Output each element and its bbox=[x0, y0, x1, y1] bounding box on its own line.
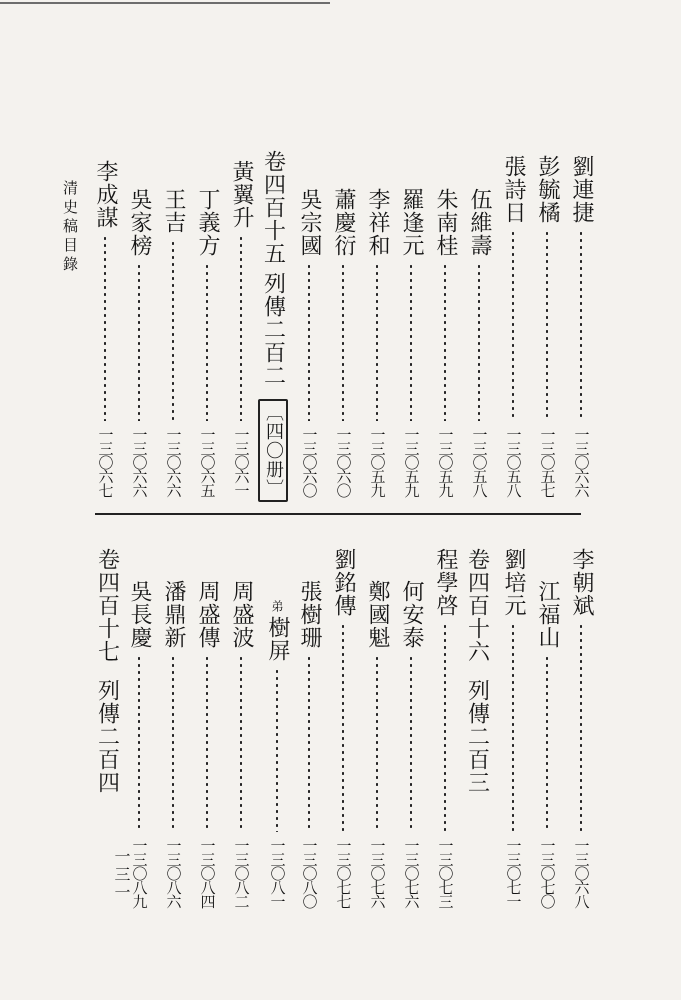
toc-entry bbox=[296, 580, 322, 908]
toc-entry bbox=[534, 155, 560, 497]
section-divider bbox=[95, 513, 581, 515]
toc-entry bbox=[194, 188, 220, 497]
entry-name: 彭毓橘 bbox=[535, 155, 560, 224]
toc-entry bbox=[296, 188, 322, 497]
entry-name: 吳宗國 bbox=[297, 188, 322, 257]
entry-page: 一三〇六六 bbox=[164, 427, 183, 497]
leader-dots bbox=[308, 263, 310, 421]
scan-edge-line bbox=[0, 2, 330, 4]
leader-dots bbox=[308, 655, 310, 832]
leader-dots bbox=[172, 655, 174, 832]
entry-name: 王吉 bbox=[161, 188, 186, 234]
entry-page: 一三〇六六 bbox=[130, 427, 149, 497]
toc-entry bbox=[500, 155, 526, 497]
toc-entry bbox=[194, 580, 220, 908]
entry-name: 黃翼升 bbox=[229, 160, 254, 229]
entry-name: 江福山 bbox=[535, 580, 560, 649]
entry-page: 一三〇五八 bbox=[504, 427, 523, 497]
entry-name: 朱南桂 bbox=[433, 188, 458, 257]
entry-name: 李朝斌 bbox=[569, 548, 594, 617]
toc-entry bbox=[160, 188, 186, 497]
entry-page: 一三〇七一 bbox=[504, 838, 523, 908]
entry-page: 一三〇八九 bbox=[130, 838, 149, 908]
toc-entry bbox=[330, 548, 356, 908]
juan-number: 卷四百十五 bbox=[260, 150, 286, 265]
leader-dots bbox=[580, 230, 582, 421]
entry-name: 周盛傳 bbox=[195, 580, 220, 649]
toc-entry bbox=[568, 155, 594, 497]
entry-page: 一三〇七〇 bbox=[538, 838, 557, 908]
leader-dots bbox=[580, 623, 582, 832]
entry-page: 一三〇五九 bbox=[402, 427, 421, 497]
toc-entry bbox=[568, 548, 594, 908]
zhuan-number: 列傳二百三 bbox=[464, 679, 490, 794]
toc-entry bbox=[466, 188, 492, 497]
entry-name: 羅逢元 bbox=[399, 188, 424, 257]
entry-name: 吳長慶 bbox=[127, 580, 152, 649]
entry-name: 潘鼎新 bbox=[161, 580, 186, 649]
toc-entry bbox=[228, 160, 254, 497]
toc-entry bbox=[330, 188, 356, 497]
toc-entry bbox=[432, 548, 458, 908]
entry-page: 一三〇七三 bbox=[436, 838, 455, 908]
entry-page: 一三〇五九 bbox=[436, 427, 455, 497]
leader-dots bbox=[410, 655, 412, 832]
leader-dots bbox=[206, 263, 208, 421]
leader-dots bbox=[478, 263, 480, 421]
entry-page: 一三〇六六 bbox=[572, 427, 591, 497]
leader-dots bbox=[444, 263, 446, 421]
toc-entry bbox=[126, 188, 152, 497]
entry-page: 一三〇六〇 bbox=[300, 427, 319, 497]
volume-note: 〔四〇册〕 bbox=[258, 399, 288, 502]
leader-dots bbox=[512, 230, 514, 421]
entry-page: 一三〇七六 bbox=[402, 838, 421, 908]
page-folio: 一三一 bbox=[112, 848, 131, 902]
entry-name: 何安泰 bbox=[399, 580, 424, 649]
entry-name: 吳家榜 bbox=[127, 188, 152, 257]
entry-page: 一三〇五八 bbox=[470, 427, 489, 497]
entry-page: 一三〇八〇 bbox=[300, 838, 319, 908]
entry-page: 一三〇八四 bbox=[198, 838, 217, 908]
entry-page: 一三〇七七 bbox=[334, 838, 353, 908]
toc-entry bbox=[432, 188, 458, 497]
toc-entry bbox=[364, 580, 390, 908]
entry-page: 一三〇八二 bbox=[232, 838, 251, 908]
entry-name: 樹屏 bbox=[265, 616, 290, 662]
entry-page: 一三〇五九 bbox=[368, 427, 387, 497]
entry-page: 一三〇八六 bbox=[164, 838, 183, 908]
entry-name: 程學啓 bbox=[433, 548, 458, 617]
entry-name: 丁義方 bbox=[195, 188, 220, 257]
entry-page: 一三〇六七 bbox=[96, 427, 115, 497]
juan-number: 卷四百十六 bbox=[464, 548, 490, 663]
chapter-heading bbox=[258, 150, 288, 502]
running-title: 清史稿目錄 bbox=[61, 180, 79, 275]
toc-entry bbox=[92, 160, 118, 497]
leader-dots bbox=[512, 623, 514, 832]
toc-entry bbox=[398, 188, 424, 497]
chapter-heading bbox=[462, 548, 492, 794]
relation-note: 弟 bbox=[270, 600, 284, 612]
toc-entry bbox=[160, 580, 186, 908]
leader-dots bbox=[444, 623, 446, 832]
entry-name: 鄭國魁 bbox=[365, 580, 390, 649]
entry-name: 蕭慶衍 bbox=[331, 188, 356, 257]
leader-dots bbox=[376, 655, 378, 832]
leader-dots bbox=[172, 240, 174, 421]
leader-dots bbox=[546, 655, 548, 832]
entry-page: 一三〇六八 bbox=[572, 838, 591, 908]
entry-page: 一三〇六五 bbox=[198, 427, 217, 497]
leader-dots bbox=[342, 263, 344, 421]
entry-name: 劉連捷 bbox=[569, 155, 594, 224]
leader-dots bbox=[240, 235, 242, 421]
entry-name: 李成謀 bbox=[93, 160, 118, 229]
entry-page: 一三〇五七 bbox=[538, 427, 557, 497]
entry-page: 一三〇七六 bbox=[368, 838, 387, 908]
leader-dots bbox=[342, 623, 344, 832]
entry-name: 伍維壽 bbox=[467, 188, 492, 257]
entry-name: 劉培元 bbox=[501, 548, 526, 617]
leader-dots bbox=[240, 655, 242, 832]
entry-name: 李祥和 bbox=[365, 188, 390, 257]
toc-entry bbox=[500, 548, 526, 908]
entry-name: 張樹珊 bbox=[297, 580, 322, 649]
toc-entry bbox=[228, 580, 254, 908]
leader-dots bbox=[138, 655, 140, 832]
toc-entry bbox=[364, 188, 390, 497]
entry-page: 一三〇六〇 bbox=[334, 427, 353, 497]
toc-entry bbox=[264, 600, 290, 908]
entry-name: 張詩日 bbox=[501, 155, 526, 224]
leader-dots bbox=[410, 263, 412, 421]
leader-dots bbox=[276, 668, 278, 832]
toc-entry bbox=[534, 580, 560, 908]
leader-dots bbox=[104, 235, 106, 421]
zhuan-number: 列傳二百二 bbox=[260, 272, 286, 387]
juan-number: 卷四百十七 bbox=[94, 548, 120, 663]
entry-name: 劉銘傳 bbox=[331, 548, 356, 617]
entry-page: 一三〇六一 bbox=[232, 427, 251, 497]
entry-name: 周盛波 bbox=[229, 580, 254, 649]
leader-dots bbox=[138, 263, 140, 421]
leader-dots bbox=[546, 230, 548, 421]
zhuan-number: 列傳二百四 bbox=[94, 679, 120, 794]
chapter-heading bbox=[92, 548, 122, 794]
entry-page: 一三〇八一 bbox=[268, 838, 287, 908]
leader-dots bbox=[376, 263, 378, 421]
toc-entry bbox=[398, 580, 424, 908]
leader-dots bbox=[206, 655, 208, 832]
